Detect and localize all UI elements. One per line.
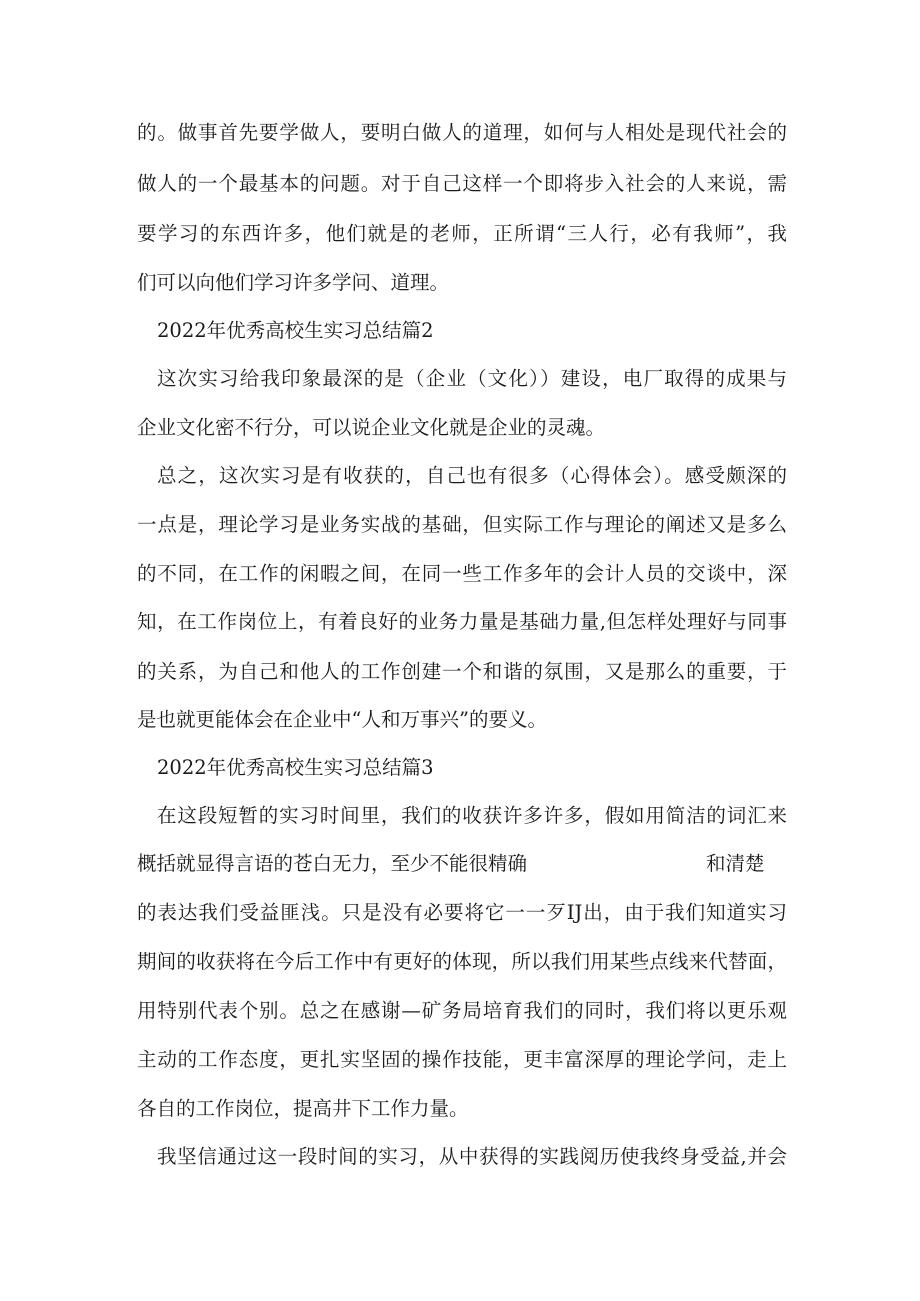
paragraph-line: 是也就更能体会在企业中“人和万事兴”的要义。 bbox=[137, 708, 547, 731]
paragraph-line: 我坚信通过这一段时间的实习，从中获得的实践阅历使我终身受益,并会 bbox=[157, 1145, 787, 1168]
paragraph-line: 这次实习给我印象最深的是（企业（文化））建设，电厂取得的成果与 bbox=[157, 367, 787, 390]
paragraph-line: 各自的工作岗位，提高井下工作力量。 bbox=[137, 1097, 469, 1120]
paragraph-line: 的。做事首先要学做人，要明白做人的道理，如何与人相处是现代社会的 bbox=[137, 121, 787, 144]
paragraph-line: 知，在工作岗位上，有着良好的业务力量是基础力量,但怎样处理好与同事 bbox=[137, 610, 787, 633]
paragraph-line: 的表达我们受益匪浅。只是没有必要将它一一歹IJ出，由于我们知道实习 bbox=[137, 901, 787, 924]
paragraph-line: 们可以向他们学习许多学问、道理。 bbox=[137, 271, 450, 294]
paragraph-line: 总之，这次实习是有收获的，自己也有很多（心得体会）。感受颇深的 bbox=[157, 464, 787, 487]
paragraph-line: 在这段短暂的实习时间里，我们的收获许多许多，假如用简洁的词汇来 bbox=[157, 804, 787, 827]
paragraph-line: 概括就显得言语的苍白无力，至少不能很精确 bbox=[137, 852, 528, 875]
paragraph-line: 的不同，在工作的闲暇之间，在同一些工作多年的会计人员的交谈中，深 bbox=[137, 562, 787, 585]
paragraph-line: 一点是，理论学习是业务实战的基础，但实际工作与理论的阐述又是多么 bbox=[137, 513, 787, 536]
paragraph-line: 期间的收获将在今后工作中有更好的体现，所以我们用某些点线来代替面， bbox=[137, 950, 787, 973]
paragraph-line: 要学习的东西许多，他们就是的老师，正所谓“三人行，必有我师”，我 bbox=[137, 222, 787, 245]
paragraph-line: 用特别代表个别。总之在感谢—矿务局培育我们的同时，我们将以更乐观 bbox=[137, 999, 787, 1022]
section-heading: 2022年优秀高校生实习总结篇3 bbox=[157, 756, 434, 779]
paragraph-line: 做人的一个最基本的问题。对于自己这样一个即将步入社会的人来说，需 bbox=[137, 172, 787, 195]
paragraph-line: 主动的工作态度，更扎实坚固的操作技能，更丰富深厚的理论学问，走上 bbox=[137, 1048, 787, 1071]
paragraph-line: 企业文化密不行分，可以说企业文化就是企业的灵魂。 bbox=[137, 416, 606, 439]
paragraph-line-fragment: 和清楚 bbox=[706, 852, 765, 875]
section-heading: 2022年优秀高校生实习总结篇2 bbox=[157, 319, 434, 342]
paragraph-line: 的关系，为自己和他人的工作创建一个和谐的氛围，又是那么的重要，于 bbox=[137, 660, 787, 683]
